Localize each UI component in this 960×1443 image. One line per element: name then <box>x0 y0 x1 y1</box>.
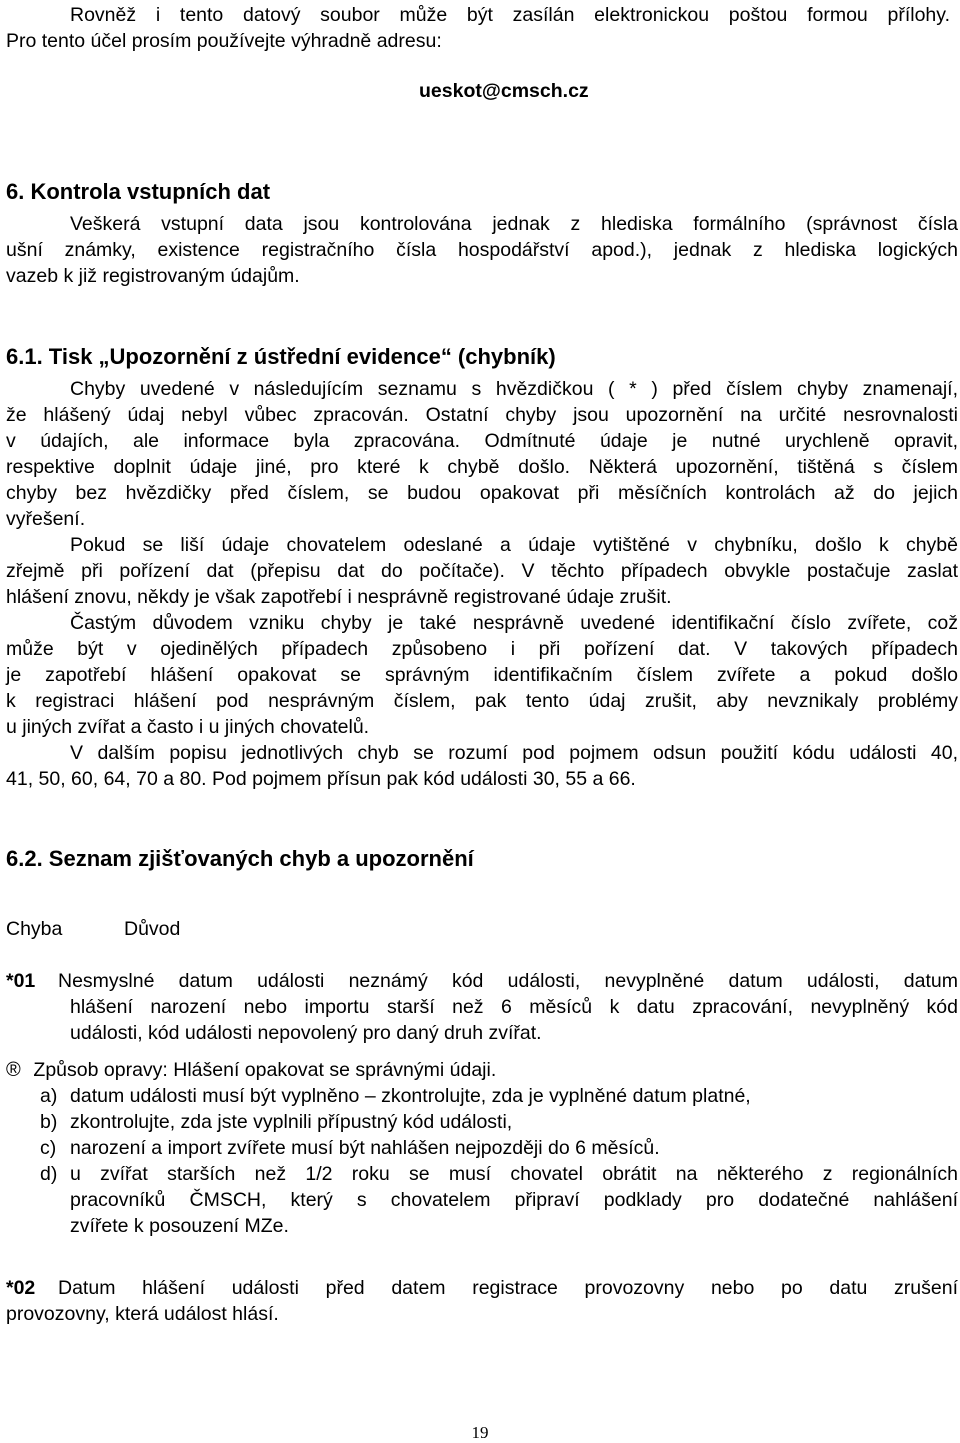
fix-item-text: narození a import zvířete musí být nahlášen nejpozději do 6 měsíců. <box>70 1137 660 1159</box>
intro-line-2: Pro tento účel prosím používejte výhradně adresu: <box>6 30 442 52</box>
fix-item-label: a) <box>40 1085 58 1107</box>
fix-heading <box>6 1057 496 1083</box>
section-6-1-line: Častým důvodem vzniku chyby je také nesprávně uvedené identifikační číslo zvířete, což <box>70 612 958 634</box>
error-code: *01 <box>6 970 36 992</box>
section-6-1-line: v údajích, ale informace byla zpracována. Odmítnuté údaje je nutné urychleně opravit, <box>6 430 958 452</box>
fix-item-text: pracovníků ČMSCH, který s chovatelem připraví podklady pro dodatečné nahlášení <box>70 1189 958 1211</box>
section-6-1-line: respektive doplnit údaje jiné, pro které k chybě došlo. Některá upozornění, tištěná s číslem <box>6 456 958 478</box>
section-6-1-heading: 6.1. Tisk „Upozornění z ústřední evidence“ (chybník) <box>6 344 556 369</box>
section-6-1-line: Pokud se liší údaje chovatelem odeslané a údaje vytištěné v chybníku, došlo k chybě <box>70 534 958 556</box>
error-description-line: události, kód události nepovolený pro daný druh zvířat. <box>70 1022 542 1044</box>
fix-item-text: zkontrolujte, zda jste vyplnili přípustný kód události, <box>70 1111 513 1133</box>
section-6-1-line: zřejmě při pořízení dat (přepisu dat do počítače). V těchto případech obvykle postačuje zaslat <box>6 560 958 582</box>
error-description-line: Nesmyslné datum události neznámý kód události, nevyplněné datum události, datum <box>58 970 958 992</box>
fix-item-text: datum události musí být vyplněno – zkontrolujte, zda je vyplněné datum platné, <box>70 1085 751 1107</box>
page-number: 19 <box>471 1423 489 1442</box>
section-6-1-line: může být v ojedinělých případech způsobeno i při pořízení dat. V takových případech <box>6 638 958 660</box>
section-6-heading: 6. Kontrola vstupních dat <box>6 179 271 204</box>
fix-item-label: d) <box>40 1163 58 1185</box>
section-6-1-line: hlášení znovu, někdy je však zapotřebí i nesprávně registrované údaje zrušit. <box>6 586 672 608</box>
section-6-1-line: je zapotřebí hlášení opakovat se správným identifikačním číslem zvířete a pokud došlo <box>6 664 958 686</box>
section-6-1-line: že hlášený údaj nebyl vůbec zpracován. Ostatní chyby jsou upozornění na určité nesrovnalosti <box>6 404 958 426</box>
fix-item-label: b) <box>40 1111 58 1133</box>
error-description-line: Datum hlášení události před datem registrace provozovny nebo po datu zrušení <box>58 1277 958 1299</box>
intro-line-1: Rovněž i tento datový soubor může být zasílán elektronickou poštou formou přílohy. <box>70 4 950 26</box>
fix-title: Způsob opravy: Hlášení opakovat se správnými údaji. <box>33 1059 497 1081</box>
column-header-chyba: Chyba <box>6 918 63 940</box>
error-description-line: provozovny, která událost hlásí. <box>6 1303 279 1325</box>
error-description-line: hlášení narození nebo importu starší než 6 měsíců k datu zpracování, nevyplněný kód <box>70 996 958 1018</box>
section-6-1-line: vyřešení. <box>6 508 86 530</box>
fix-item-text: zvířete k posouzení MZe. <box>70 1215 289 1237</box>
section-6-line-3: vazeb k již registrovaným údajům. <box>6 265 300 287</box>
section-6-line-1: Veškerá vstupní data jsou kontrolována jednak z hlediska formálního (správnost čísla <box>70 213 958 235</box>
arrow-icon: ® <box>6 1059 21 1081</box>
section-6-1-line: u jiných zvířat a často i u jiných chovatelů. <box>6 716 370 738</box>
section-6-1-line: Chyby uvedené v následujícím seznamu s hvězdičkou ( * ) před číslem chyby znamenají, <box>70 378 958 400</box>
fix-item-text: u zvířat starších než 1/2 roku se musí chovatel obrátit na některého z regionálních <box>70 1163 958 1185</box>
section-6-1-line: chyby bez hvězdičky před číslem, se budou opakovat při měsíčních kontrolách až do jejich <box>6 482 958 504</box>
section-6-1-line: 41, 50, 60, 64, 70 a 80. Pod pojmem přísun pak kód události 30, 55 a 66. <box>6 768 636 790</box>
fix-item-label: c) <box>40 1137 57 1159</box>
section-6-1-line: k registraci hlášení pod nesprávným číslem, pak tento údaj zrušit, aby nevznikaly problémy <box>6 690 958 712</box>
error-code: *02 <box>6 1277 36 1299</box>
section-6-1-line: V dalším popisu jednotlivých chyb se rozumí pod pojmem odsun použití kódu události 40, <box>70 742 958 764</box>
section-6-2-heading: 6.2. Seznam zjišťovaných chyb a upozornění <box>6 846 474 871</box>
email-link[interactable]: ueskot@cmsch.cz <box>419 80 589 102</box>
section-6-line-2: ušní známky, existence registračního čísla hospodářství apod.), jednak z hlediska logických <box>6 239 958 261</box>
column-header-duvod: Důvod <box>124 918 181 940</box>
